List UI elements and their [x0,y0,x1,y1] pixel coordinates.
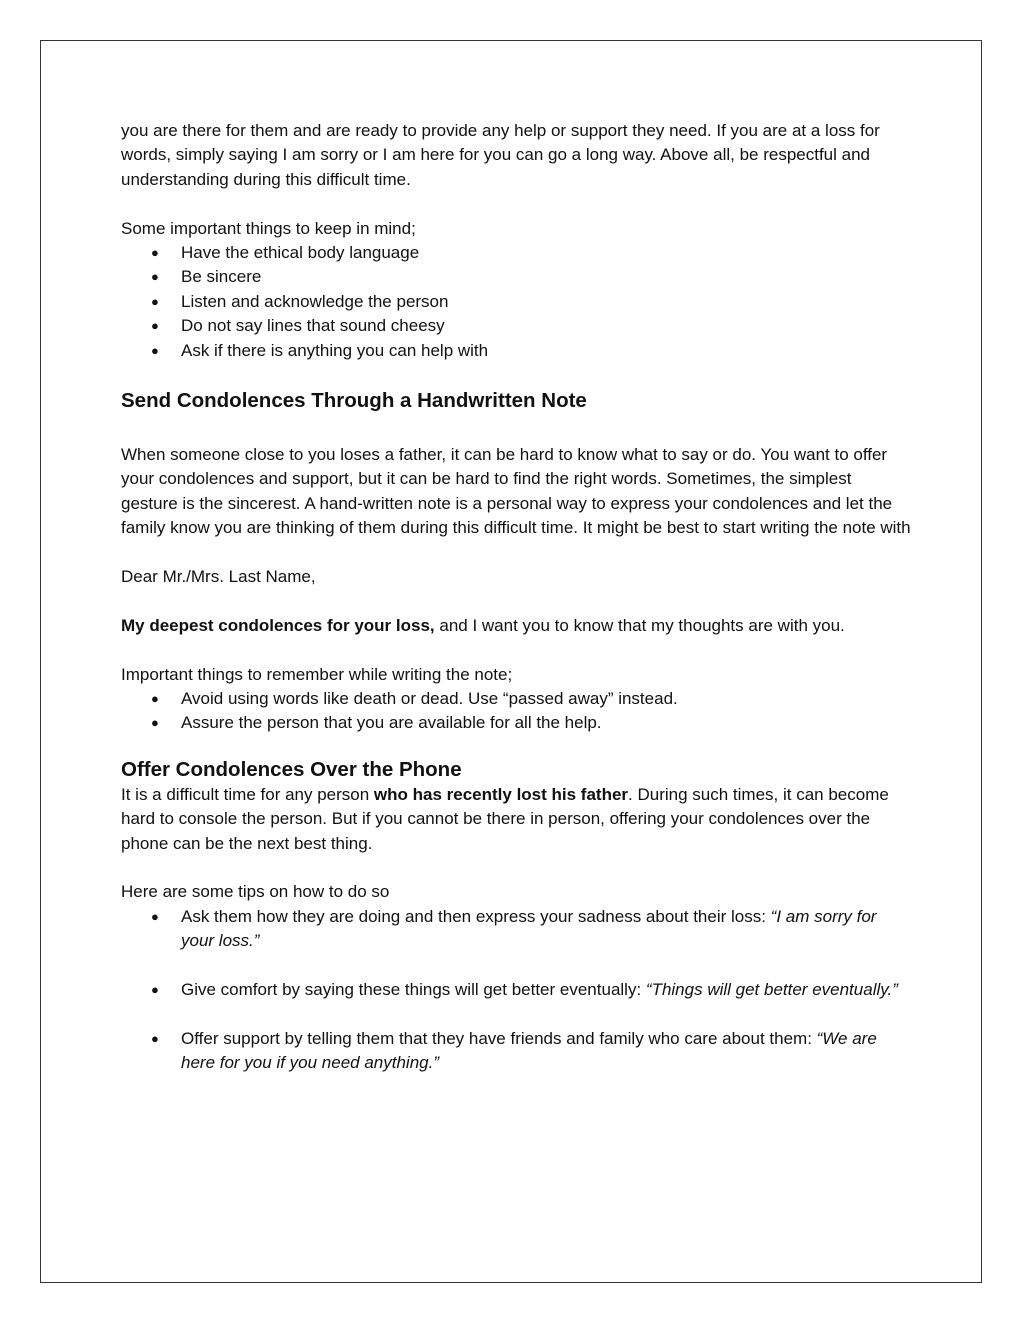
list-item: ● Offer support by telling them that they have friends and family who care about them: “We are here for you if you need anything.” [151,1028,877,1073]
list-item: ● Ask if there is anything you can help with [121,339,911,363]
tip-quote: “We are here for you if you need anything.” [181,1028,877,1073]
note-list-intro: Important things to remember while writing the note; [121,664,513,684]
phone-paragraph-bold: who has recently lost his father [373,784,629,804]
list-item: ● Be sincere [121,265,911,289]
note-paragraph: When someone close to you loses a father, it can be hard to know what to say or do. You want to offer your condolences and support, but it can be hard to find the right words. Sometimes, the simplest gesture is the sincerest. A hand-written note is a personal way to express your condolences and let the family know you are thinking of them during this difficult time. It might be best to start writing the note with [121,445,911,538]
bullet-icon: ● [151,318,159,334]
note-example-rest: and I want you to know that my thoughts are with you. [434,615,845,635]
section-heading-note: Send Condolences Through a Handwritten Note [121,389,587,413]
list-item: ● Do not say lines that sound cheesy [121,314,911,338]
bullet-icon: ● [151,691,159,707]
note-example [121,614,911,638]
document-body [121,119,911,1076]
list-item: ● Ask them how they are doing and then express your sadness about their loss: “I am sorry for your loss.” [151,906,877,951]
tip-quote: “I am sorry for your loss.” [181,906,877,951]
list-item: ● Give comfort by saying these things will get better eventually: “Things will get better eventually.” [121,978,911,1002]
note-bullet-list [121,687,911,736]
note-example-bold: My deepest condolences for your loss, [121,615,435,635]
tip-quote: “Things will get better eventually.” [645,980,898,1000]
phone-tips-list [121,905,911,1076]
list-item: ● Have the ethical body language [121,241,911,265]
note-salutation: Dear Mr./Mrs. Last Name, [121,567,316,587]
bullet-icon: ● [151,715,159,731]
bullet-icon: ● [151,293,159,309]
section-heading-phone: Offer Condolences Over the Phone [121,757,462,781]
bullet-icon: ● [151,908,159,924]
bullet-icon: ● [151,982,159,998]
list-item: ● Assure the person that you are available for all the help. [121,711,911,735]
phone-paragraph: It is a difficult time for any person who has recently lost his father. During such times, it can become hard to console the person. But if you cannot be there in person, offering your condolences over the phone can be the next best thing. [121,784,889,853]
bullet-icon: ● [151,342,159,358]
intro-bullet-list [121,241,911,363]
list-item: ● Avoid using words like death or dead. Use “passed away” instead. [121,687,911,711]
intro-list-intro: Some important things to keep in mind; [121,218,416,238]
list-item: ● Listen and acknowledge the person [121,290,911,314]
bullet-icon: ● [151,1030,159,1046]
bullet-icon: ● [151,245,159,261]
intro-paragraph: you are there for them and are ready to provide any help or support they need. If you are at a loss for words, simply saying I am sorry or I am here for you can go a long way. Above all, be respectful and understanding during this difficult time. [121,121,880,189]
phone-list-intro: Here are some tips on how to do so [121,882,390,902]
bullet-icon: ● [151,269,159,285]
